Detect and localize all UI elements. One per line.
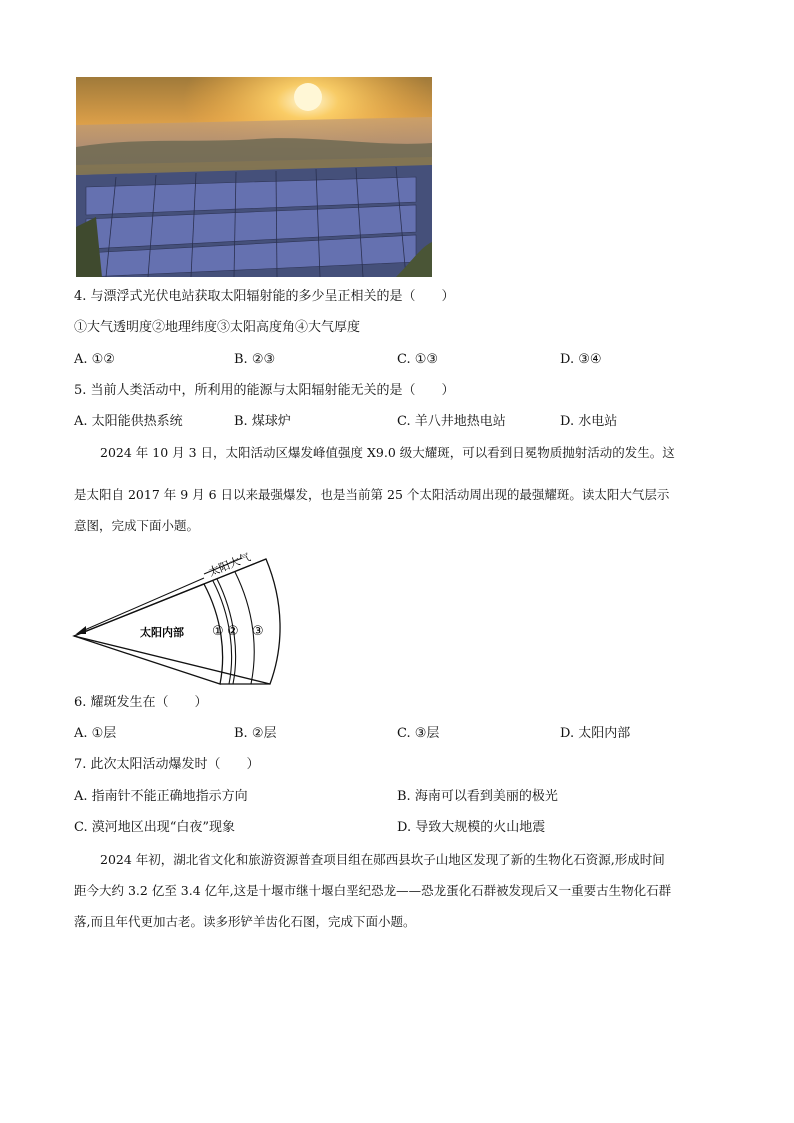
passage1-line1: 2024 年 10 月 3 日，太阳活动区爆发峰值强度 X9.0 级大耀斑，可以看到日冕物质抛射活动的发生。这: [100, 445, 675, 460]
q4-option-b[interactable]: B. ②③: [234, 352, 276, 367]
interior-label: 太阳内部: [140, 626, 184, 639]
q5-option-a[interactable]: A. 太阳能供热系统: [74, 414, 183, 429]
q5-option-b[interactable]: B. 煤球炉: [234, 414, 291, 429]
q6-option-b[interactable]: B. ②层: [234, 726, 277, 741]
layer-1-label: ①: [212, 624, 224, 639]
q4-option-d[interactable]: D. ③④: [560, 352, 602, 367]
layer-2-label: ②: [227, 624, 239, 639]
passage2-line1: 2024 年初，湖北省文化和旅游资源普查项目组在郧西县坎子山地区发现了新的生物化石资源,形成时间: [100, 852, 665, 867]
q6-option-d[interactable]: D. 太阳内部: [560, 726, 631, 741]
layer-3-label: ③: [252, 624, 264, 639]
question-4-items: ①大气透明度②地理纬度③太阳高度角④大气厚度: [74, 320, 361, 335]
q5-option-c[interactable]: C. 羊八井地热电站: [397, 414, 506, 429]
solar-plant-photo: [76, 77, 432, 277]
q6-option-c[interactable]: C. ③层: [397, 726, 440, 741]
question-7-stem: 7. 此次太阳活动爆发时（ ）: [74, 757, 260, 772]
q5-option-d[interactable]: D. 水电站: [560, 414, 618, 429]
question-5-stem: 5. 当前人类活动中，所利用的能源与太阳辐射能无关的是（ ）: [74, 383, 455, 398]
q7-option-c[interactable]: C. 漠河地区出现“白夜”现象: [74, 820, 236, 835]
passage1-line2: 是太阳自 2017 年 9 月 6 日以来最强爆发，也是当前第 25 个太阳活动周出现的最强耀斑。读太阳大气层示: [74, 487, 670, 502]
question-4-stem: 4. 与漂浮式光伏电站获取太阳辐射能的多少呈正相关的是（ ）: [74, 289, 455, 304]
q7-option-b[interactable]: B. 海南可以看到美丽的极光: [397, 789, 558, 804]
q4-option-a[interactable]: A. ①②: [74, 352, 115, 367]
atmosphere-label: 太阳大气: [206, 550, 253, 579]
passage2-line3: 落,而且年代更加古老。读多形铲羊齿化石图，完成下面小题。: [74, 914, 416, 929]
q6-option-a[interactable]: A. ①层: [74, 726, 117, 741]
passage1-line3: 意图，完成下面小题。: [74, 518, 200, 533]
q7-option-a[interactable]: A. 指南针不能正确地指示方向: [74, 789, 248, 804]
sun-atmosphere-diagram: [70, 548, 285, 688]
passage2-line2: 距今大约 3.2 亿至 3.4 亿年,这是十堰市继十堰白垩纪恐龙——恐龙蛋化石群被发现后又一重要古生物化石群: [74, 883, 672, 898]
question-6-stem: 6. 耀斑发生在（ ）: [74, 695, 208, 710]
q7-option-d[interactable]: D. 导致大规模的火山地震: [397, 820, 546, 835]
q4-option-c[interactable]: C. ①③: [397, 352, 439, 367]
